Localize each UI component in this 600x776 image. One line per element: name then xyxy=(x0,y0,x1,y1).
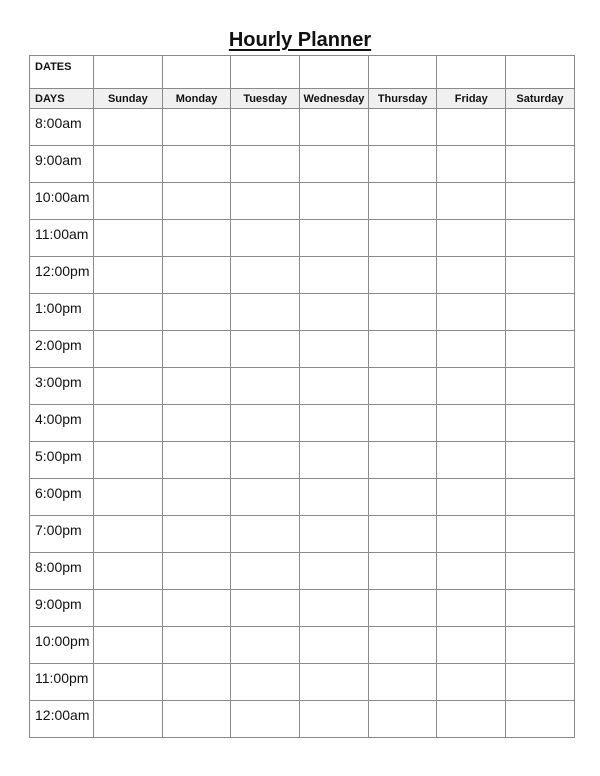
slot-cell-wednesday[interactable] xyxy=(300,183,369,220)
slot-cell-sunday[interactable] xyxy=(94,146,163,183)
slot-cell-wednesday[interactable] xyxy=(300,257,369,294)
slot-cell-monday[interactable] xyxy=(162,220,231,257)
hour-row xyxy=(30,553,575,590)
hour-row xyxy=(30,331,575,368)
slot-cell-friday[interactable] xyxy=(437,479,506,516)
dates-label: DATES xyxy=(30,56,94,89)
hour-row xyxy=(30,516,575,553)
day-header-monday: Monday xyxy=(162,89,231,109)
slot-cell-friday[interactable] xyxy=(437,220,506,257)
hour-label: 6:00pm xyxy=(30,479,94,516)
planner-title: Hourly Planner xyxy=(228,29,372,51)
date-cell-wednesday[interactable] xyxy=(300,56,369,89)
slot-cell-wednesday[interactable] xyxy=(300,590,369,627)
hour-label: 9:00am xyxy=(30,146,94,183)
slot-cell-monday[interactable] xyxy=(162,146,231,183)
hour-row xyxy=(30,442,575,479)
slot-cell-tuesday[interactable] xyxy=(231,294,300,331)
slot-cell-tuesday[interactable] xyxy=(231,183,300,220)
hour-label: 5:00pm xyxy=(30,442,94,479)
slot-cell-saturday[interactable] xyxy=(506,479,575,516)
slot-cell-tuesday[interactable] xyxy=(231,442,300,479)
slot-cell-saturday[interactable] xyxy=(506,146,575,183)
hour-row xyxy=(30,183,575,220)
slot-cell-monday[interactable] xyxy=(162,183,231,220)
hour-row xyxy=(30,664,575,701)
slot-cell-thursday[interactable] xyxy=(368,516,437,553)
slot-cell-tuesday[interactable] xyxy=(231,664,300,701)
slot-cell-friday[interactable] xyxy=(437,331,506,368)
date-cell-monday[interactable] xyxy=(162,56,231,89)
slot-cell-sunday[interactable] xyxy=(94,331,163,368)
slot-cell-saturday[interactable] xyxy=(506,516,575,553)
slot-cell-sunday[interactable] xyxy=(94,627,163,664)
hour-label: 10:00pm xyxy=(30,627,94,664)
hour-row xyxy=(30,590,575,627)
slot-cell-monday[interactable] xyxy=(162,479,231,516)
days-label: DAYS xyxy=(30,89,94,109)
slot-cell-monday[interactable] xyxy=(162,368,231,405)
slot-cell-saturday[interactable] xyxy=(506,368,575,405)
slot-cell-friday[interactable] xyxy=(437,294,506,331)
slot-cell-thursday[interactable] xyxy=(368,220,437,257)
day-header-sunday: Sunday xyxy=(94,89,163,109)
slot-cell-friday[interactable] xyxy=(437,516,506,553)
hour-label: 9:00pm xyxy=(30,590,94,627)
slot-cell-tuesday[interactable] xyxy=(231,590,300,627)
slot-cell-friday[interactable] xyxy=(437,553,506,590)
slot-cell-tuesday[interactable] xyxy=(231,257,300,294)
slot-cell-wednesday[interactable] xyxy=(300,701,369,738)
slot-cell-monday[interactable] xyxy=(162,701,231,738)
slot-cell-saturday[interactable] xyxy=(506,405,575,442)
hour-row xyxy=(30,109,575,146)
slot-cell-monday[interactable] xyxy=(162,331,231,368)
slot-cell-friday[interactable] xyxy=(437,257,506,294)
hour-label: 11:00pm xyxy=(30,664,94,701)
slot-cell-wednesday[interactable] xyxy=(300,627,369,664)
date-cell-tuesday[interactable] xyxy=(231,56,300,89)
slot-cell-thursday[interactable] xyxy=(368,590,437,627)
slot-cell-monday[interactable] xyxy=(162,442,231,479)
slot-cell-thursday[interactable] xyxy=(368,664,437,701)
hour-row xyxy=(30,146,575,183)
slot-cell-tuesday[interactable] xyxy=(231,479,300,516)
slot-cell-tuesday[interactable] xyxy=(231,553,300,590)
hour-label: 8:00pm xyxy=(30,553,94,590)
slot-cell-thursday[interactable] xyxy=(368,109,437,146)
day-header-friday: Friday xyxy=(437,89,506,109)
date-cell-thursday[interactable] xyxy=(368,56,437,89)
slot-cell-thursday[interactable] xyxy=(368,294,437,331)
slot-cell-sunday[interactable] xyxy=(94,220,163,257)
days-header-row xyxy=(30,89,575,109)
hour-row xyxy=(30,220,575,257)
hour-label: 3:00pm xyxy=(30,368,94,405)
day-header-saturday: Saturday xyxy=(506,89,575,109)
slot-cell-tuesday[interactable] xyxy=(231,516,300,553)
slot-cell-wednesday[interactable] xyxy=(300,405,369,442)
slot-cell-tuesday[interactable] xyxy=(231,109,300,146)
slot-cell-wednesday[interactable] xyxy=(300,294,369,331)
slot-cell-sunday[interactable] xyxy=(94,590,163,627)
slot-cell-friday[interactable] xyxy=(437,405,506,442)
slot-cell-saturday[interactable] xyxy=(506,183,575,220)
hour-label: 10:00am xyxy=(30,183,94,220)
slot-cell-wednesday[interactable] xyxy=(300,220,369,257)
hour-row xyxy=(30,257,575,294)
slot-cell-sunday[interactable] xyxy=(94,109,163,146)
slot-cell-friday[interactable] xyxy=(437,109,506,146)
slot-cell-wednesday[interactable] xyxy=(300,331,369,368)
hour-row xyxy=(30,405,575,442)
slot-cell-wednesday[interactable] xyxy=(300,516,369,553)
hour-label: 11:00am xyxy=(30,220,94,257)
slot-cell-saturday[interactable] xyxy=(506,442,575,479)
slot-cell-monday[interactable] xyxy=(162,405,231,442)
slot-cell-tuesday[interactable] xyxy=(231,405,300,442)
slot-cell-tuesday[interactable] xyxy=(231,701,300,738)
slot-cell-wednesday[interactable] xyxy=(300,442,369,479)
slot-cell-thursday[interactable] xyxy=(368,442,437,479)
slot-cell-friday[interactable] xyxy=(437,701,506,738)
slot-cell-sunday[interactable] xyxy=(94,553,163,590)
slot-cell-sunday[interactable] xyxy=(94,368,163,405)
day-header-wednesday: Wednesday xyxy=(300,89,369,109)
slot-cell-saturday[interactable] xyxy=(506,109,575,146)
slot-cell-thursday[interactable] xyxy=(368,146,437,183)
slot-cell-saturday[interactable] xyxy=(506,553,575,590)
slot-cell-sunday[interactable] xyxy=(94,516,163,553)
slot-cell-monday[interactable] xyxy=(162,109,231,146)
slot-cell-thursday[interactable] xyxy=(368,405,437,442)
slot-cell-saturday[interactable] xyxy=(506,701,575,738)
hour-row xyxy=(30,479,575,516)
slot-cell-saturday[interactable] xyxy=(506,294,575,331)
day-header-thursday: Thursday xyxy=(368,89,437,109)
slot-cell-thursday[interactable] xyxy=(368,183,437,220)
slot-cell-friday[interactable] xyxy=(437,183,506,220)
slot-cell-friday[interactable] xyxy=(437,627,506,664)
slot-cell-tuesday[interactable] xyxy=(231,146,300,183)
slot-cell-saturday[interactable] xyxy=(506,257,575,294)
hour-row xyxy=(30,368,575,405)
date-cell-friday[interactable] xyxy=(437,56,506,89)
slot-cell-saturday[interactable] xyxy=(506,220,575,257)
date-cell-saturday[interactable] xyxy=(506,56,575,89)
slot-cell-monday[interactable] xyxy=(162,516,231,553)
slot-cell-tuesday[interactable] xyxy=(231,220,300,257)
slot-cell-friday[interactable] xyxy=(437,442,506,479)
slot-cell-thursday[interactable] xyxy=(368,368,437,405)
slot-cell-friday[interactable] xyxy=(437,146,506,183)
hour-label: 7:00pm xyxy=(30,516,94,553)
slot-cell-sunday[interactable] xyxy=(94,294,163,331)
slot-cell-saturday[interactable] xyxy=(506,590,575,627)
slot-cell-monday[interactable] xyxy=(162,664,231,701)
hour-label: 12:00pm xyxy=(30,257,94,294)
slot-cell-sunday[interactable] xyxy=(94,257,163,294)
hour-label: 12:00am xyxy=(30,701,94,738)
slot-cell-friday[interactable] xyxy=(437,664,506,701)
slot-cell-thursday[interactable] xyxy=(368,257,437,294)
slot-cell-sunday[interactable] xyxy=(94,183,163,220)
hour-row xyxy=(30,294,575,331)
slot-cell-thursday[interactable] xyxy=(368,479,437,516)
slot-cell-monday[interactable] xyxy=(162,590,231,627)
slot-cell-monday[interactable] xyxy=(162,294,231,331)
hour-label: 1:00pm xyxy=(30,294,94,331)
slot-cell-wednesday[interactable] xyxy=(300,368,369,405)
date-cell-sunday[interactable] xyxy=(94,56,163,89)
slot-cell-monday[interactable] xyxy=(162,627,231,664)
slot-cell-thursday[interactable] xyxy=(368,627,437,664)
slot-cell-wednesday[interactable] xyxy=(300,553,369,590)
hour-label: 2:00pm xyxy=(30,331,94,368)
slot-cell-thursday[interactable] xyxy=(368,701,437,738)
slot-cell-tuesday[interactable] xyxy=(231,627,300,664)
slot-cell-monday[interactable] xyxy=(162,257,231,294)
hour-row xyxy=(30,627,575,664)
slot-cell-saturday[interactable] xyxy=(506,664,575,701)
slot-cell-thursday[interactable] xyxy=(368,331,437,368)
slot-cell-wednesday[interactable] xyxy=(300,664,369,701)
slot-cell-saturday[interactable] xyxy=(506,627,575,664)
slot-cell-sunday[interactable] xyxy=(94,701,163,738)
slot-cell-wednesday[interactable] xyxy=(300,109,369,146)
slot-cell-sunday[interactable] xyxy=(94,479,163,516)
slot-cell-friday[interactable] xyxy=(437,590,506,627)
slot-cell-friday[interactable] xyxy=(437,368,506,405)
slot-cell-wednesday[interactable] xyxy=(300,479,369,516)
hour-label: 8:00am xyxy=(30,109,94,146)
planner-table xyxy=(29,55,575,738)
hour-label: 4:00pm xyxy=(30,405,94,442)
slot-cell-tuesday[interactable] xyxy=(231,368,300,405)
slot-cell-saturday[interactable] xyxy=(506,331,575,368)
dates-row xyxy=(30,56,575,89)
hour-row xyxy=(30,701,575,738)
slot-cell-tuesday[interactable] xyxy=(231,331,300,368)
slot-cell-monday[interactable] xyxy=(162,553,231,590)
slot-cell-wednesday[interactable] xyxy=(300,146,369,183)
slot-cell-sunday[interactable] xyxy=(94,664,163,701)
day-header-tuesday: Tuesday xyxy=(231,89,300,109)
slot-cell-sunday[interactable] xyxy=(94,442,163,479)
slot-cell-thursday[interactable] xyxy=(368,553,437,590)
slot-cell-sunday[interactable] xyxy=(94,405,163,442)
